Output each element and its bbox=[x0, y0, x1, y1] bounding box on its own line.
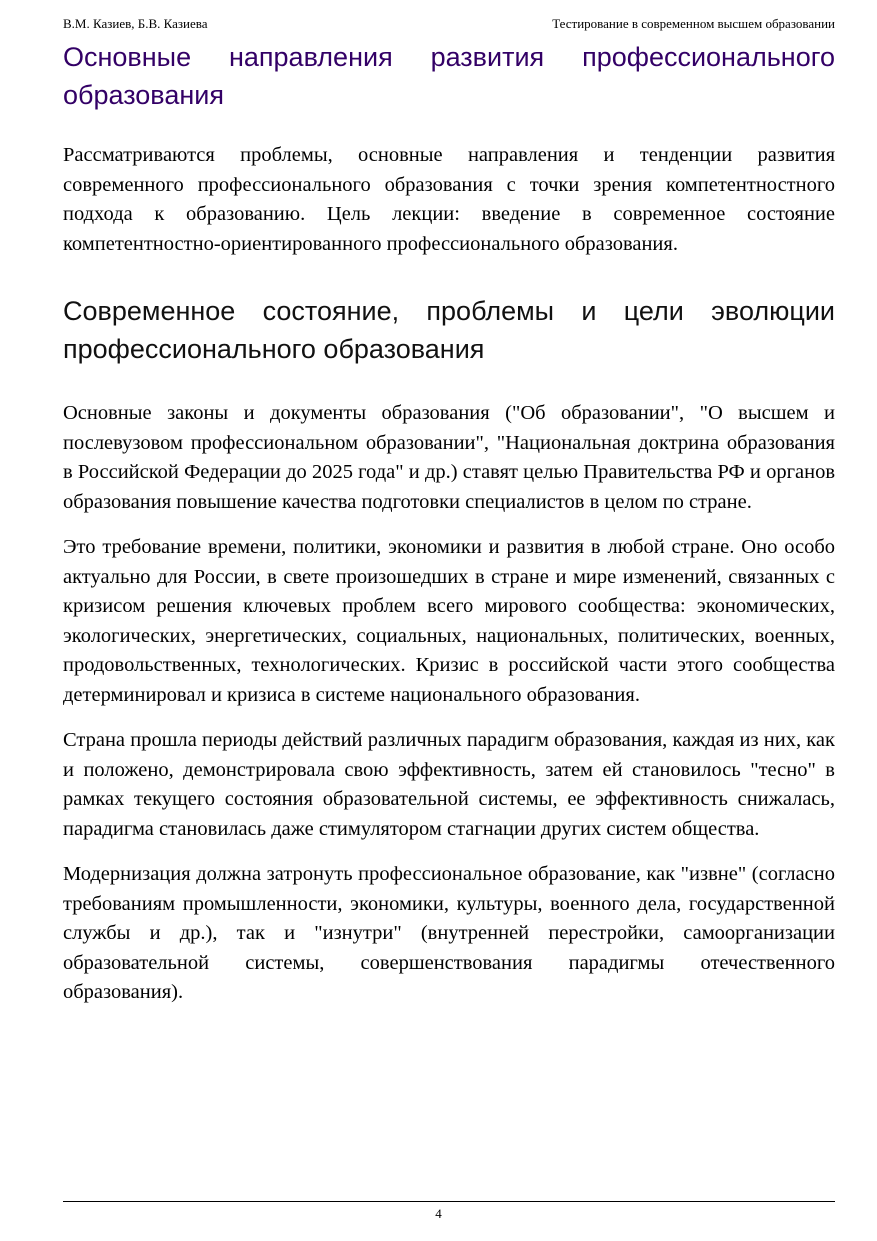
chapter-heading: Основные направления развития профессионального образования bbox=[63, 42, 835, 110]
page-content bbox=[63, 38, 835, 1008]
body-paragraph-1: Основные законы и документы образования ("Об образовании", "О высшем и послевузовом профессиональном образовании", "Национальная доктрина образования в Российской Федерации до 2025 года" и др.) ставят целью Правительства РФ и органов образования повышение качества подготовки специалистов в целом по стране. bbox=[63, 402, 835, 513]
lecture-abstract: Рассматриваются проблемы, основные направления и тенденции развития современного профессионального образования с точки зрения компетентностного подхода к образованию. Цель лекции: введение в современное состояние компетентностно-ориентированного профессионального образования. bbox=[63, 144, 835, 255]
body-paragraph-4: Модернизация должна затронуть профессиональное образование, как "извне" (согласно требованиям промышленности, экономики, культуры, военного дела, государственной службы и др.), так и "изнутри" (внутренней перестройки, самоорганизации образовательной системы, совершенствования парадигмы отечественного образования). bbox=[63, 863, 835, 1003]
header-book-title: Тестирование в современном высшем образовании bbox=[552, 16, 835, 31]
footer-divider bbox=[63, 1201, 835, 1202]
running-header bbox=[63, 15, 835, 33]
body-paragraph-3: Страна прошла периоды действий различных парадигм образования, каждая из них, как и положено, демонстрировала свою эффективность, затем ей становилось "тесно" в рамках текущего состояния образовательной системы, ее эффективность снижалась, парадигма становилась даже стимулятором стагнации других систем общества. bbox=[63, 729, 835, 840]
page-number: 4 bbox=[435, 1206, 442, 1221]
body-paragraph-2: Это требование времени, политики, экономики и развития в любой стране. Оно особо актуально для России, в свете произошедших в стране и мире изменений, связанных с кризисом решения ключевых проблем всего мирового сообщества: экономических, экологических, энергетических, социальных, национальных, политических, военных, продовольственных, технологических. Кризис в российской части этого сообщества детерминировал и кризиса в системе национального образования. bbox=[63, 536, 835, 706]
section-heading: Современное состояние, проблемы и цели эволюции профессионального образования bbox=[63, 296, 835, 364]
header-authors: В.М. Казиев, Б.В. Казиева bbox=[63, 16, 208, 31]
